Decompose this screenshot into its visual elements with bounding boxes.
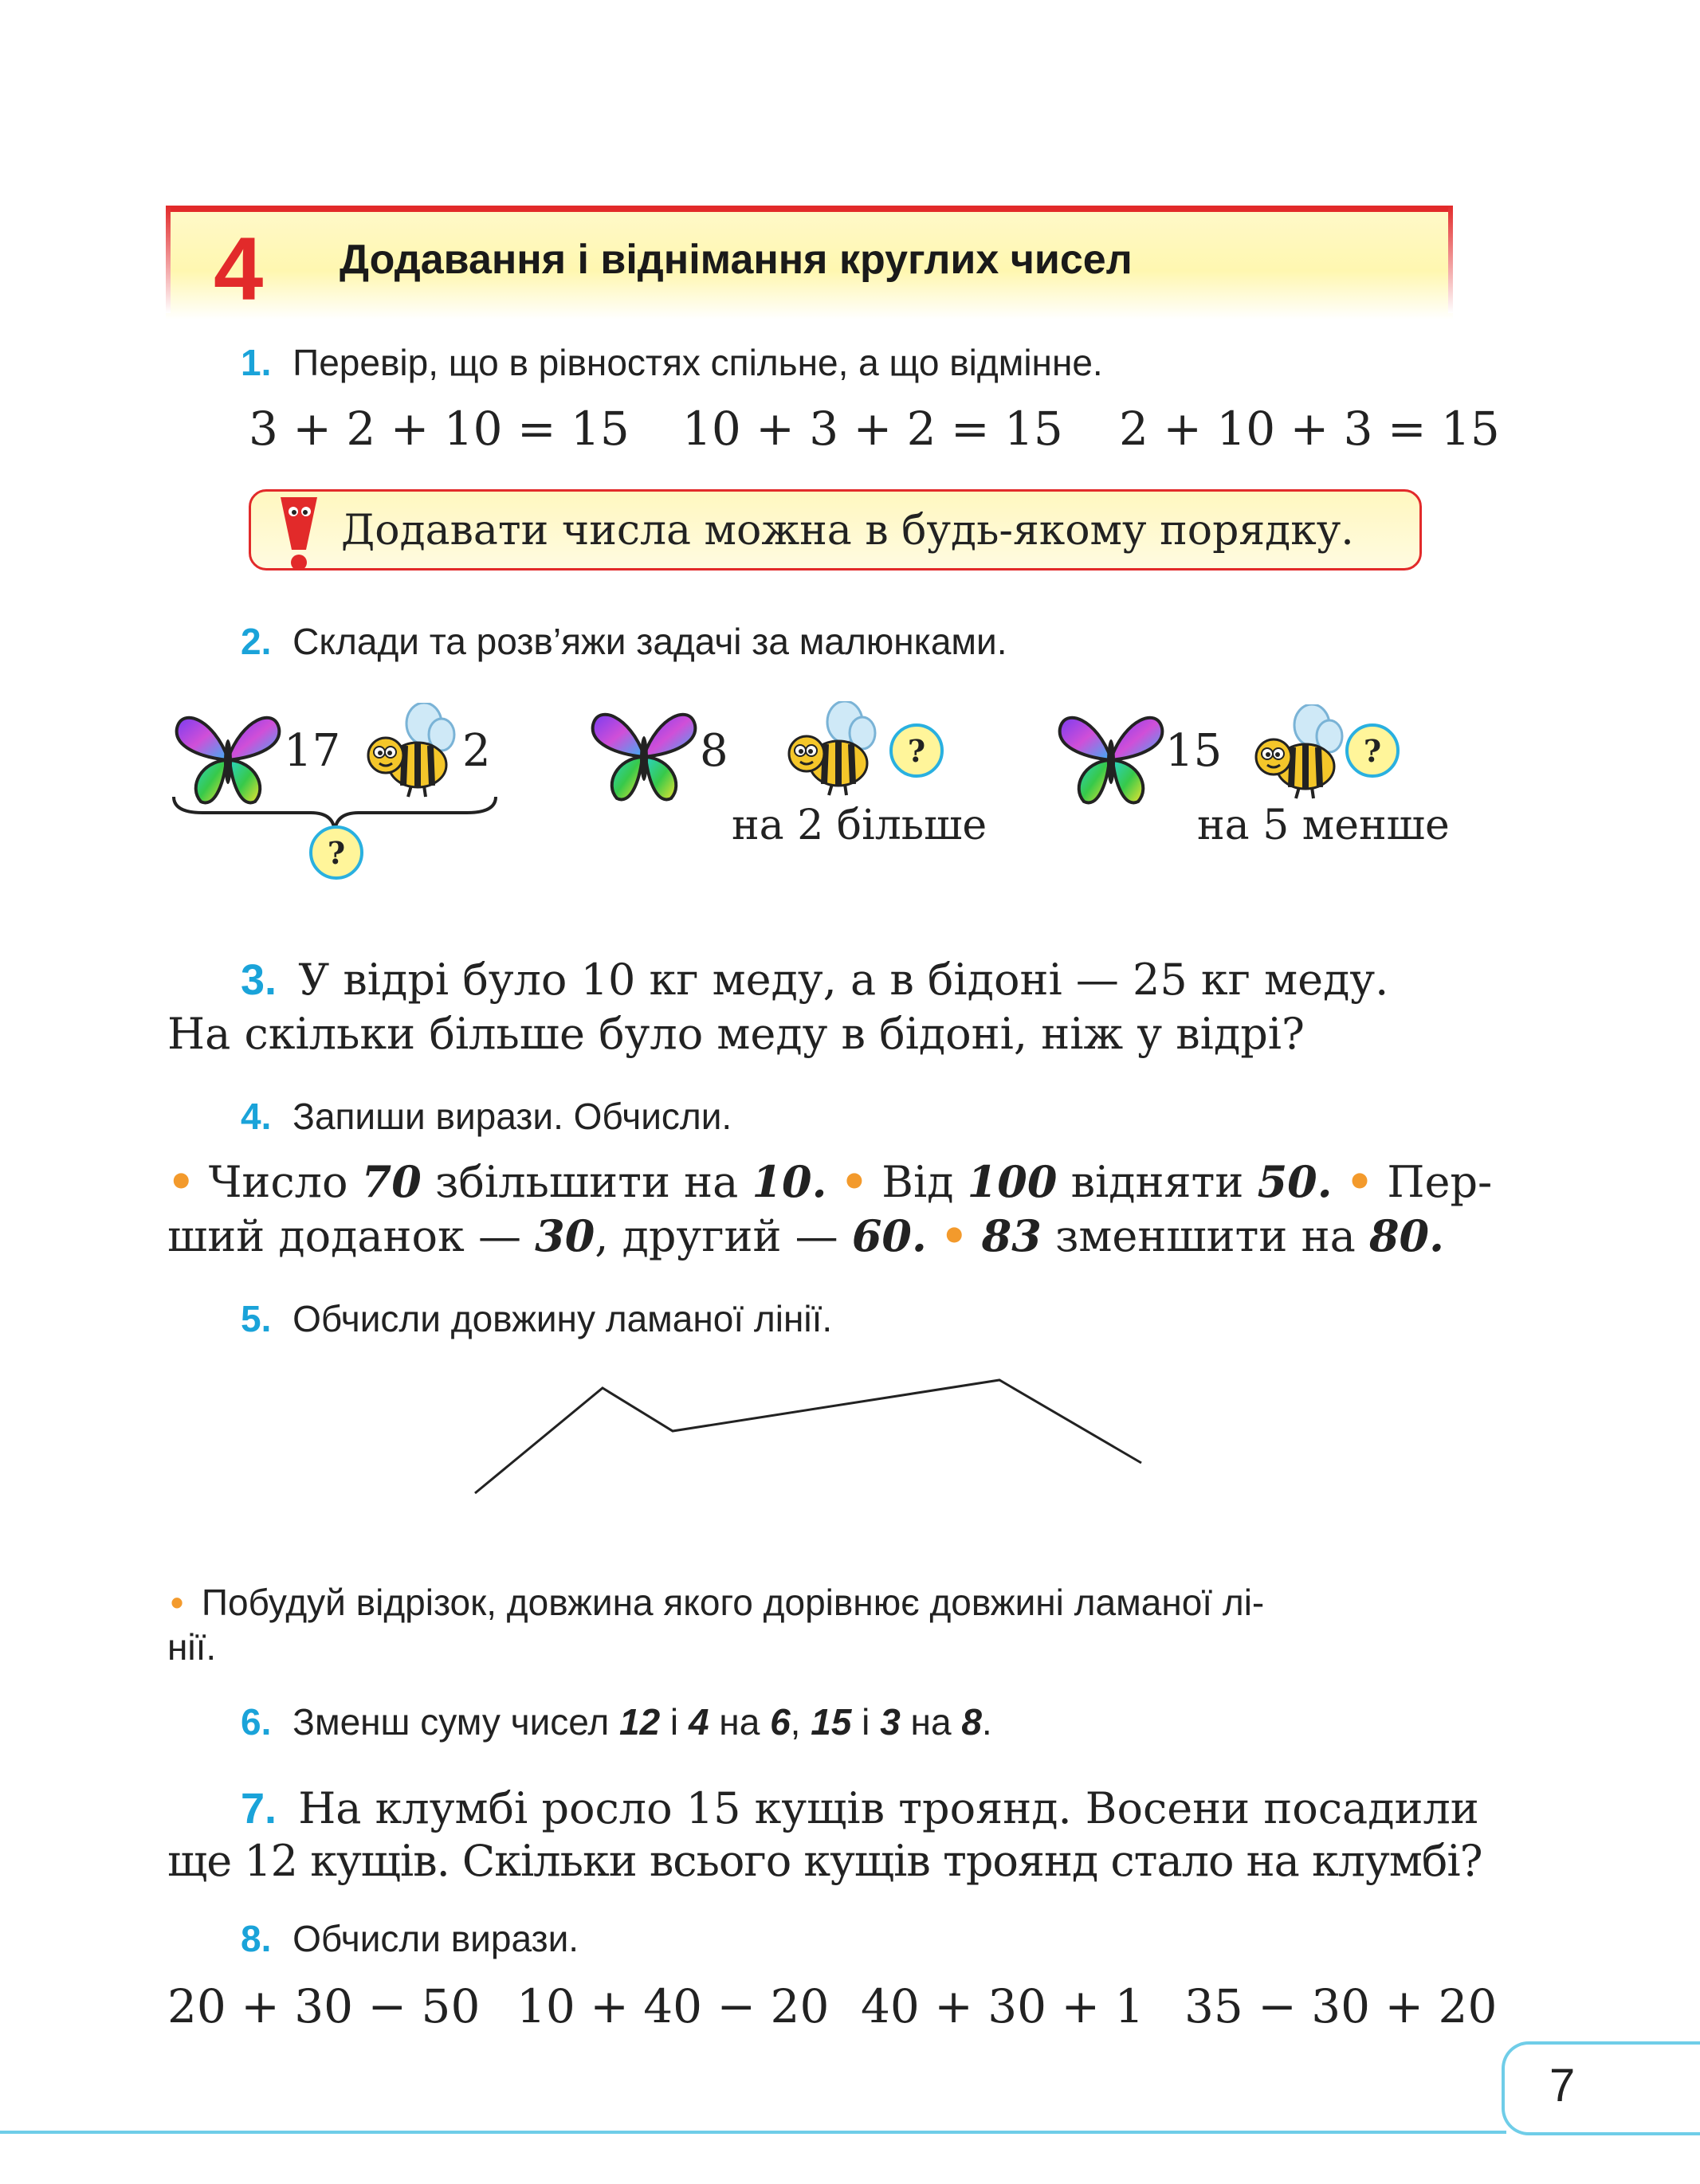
bullet: • (167, 1156, 195, 1207)
task-7-line-2: ще 12 кущів. Скільки всього кущів троянд стало на клумбі? (167, 1836, 1482, 1886)
task-3-line-2: На скільки більше було меду в бідоні, ніж у відрі? (167, 1009, 1305, 1059)
bullet: • (171, 1582, 184, 1623)
bullet: • (840, 1156, 869, 1207)
task-6 (241, 1700, 992, 1744)
number: 12 (618, 1701, 661, 1743)
task-8 (241, 1917, 579, 1961)
exclamation-icon (271, 494, 327, 574)
header-left-rule (166, 206, 171, 313)
task-number: 5. (241, 1298, 272, 1339)
text: ший доданок — (167, 1211, 536, 1261)
page-number-tab (1502, 2041, 1700, 2135)
text: Зменш суму чисел (292, 1701, 619, 1743)
number: 50. (1257, 1156, 1333, 1207)
question-circle: ? (1345, 723, 1400, 778)
text: . (981, 1701, 992, 1743)
question-circle: ? (889, 723, 944, 778)
text: Пер- (1387, 1157, 1493, 1207)
task-7 (241, 1782, 1479, 1837)
text: збільшити на (421, 1157, 752, 1207)
task-number: 1. (241, 342, 272, 383)
picture-caption: на 2 більше (732, 802, 987, 849)
number: 15 (811, 1701, 852, 1743)
text: і (851, 1701, 881, 1743)
number: 83 (981, 1210, 1042, 1261)
page-number: 7 (1549, 2060, 1576, 2111)
text: відняти (1057, 1157, 1258, 1207)
number: 4 (688, 1701, 709, 1743)
task-number: 2. (241, 621, 272, 662)
broken-line (470, 1370, 1148, 1506)
task-number: 7. (241, 1785, 277, 1833)
number: 8 (961, 1701, 982, 1743)
butterfly-icon (1057, 711, 1165, 808)
lesson-title: Додавання і віднімання круглих чисел (340, 237, 1133, 283)
bullet: • (940, 1210, 968, 1261)
butterfly-count: 15 (1165, 725, 1223, 777)
bottom-rule (0, 2131, 1506, 2134)
task-number: 8. (241, 1918, 272, 1959)
task-text: Побудуй відрізок, довжина якого дорівнює довжині ламаної лі- (201, 1582, 1265, 1623)
task-text: Склади та розв’яжи задачі за малюнками. (292, 621, 1007, 662)
text: на (709, 1701, 771, 1743)
butterfly-count: 17 (284, 725, 341, 777)
task-5-bullet-line-2: нії. (167, 1626, 217, 1668)
header-right-rule (1448, 206, 1453, 313)
task-number: 4. (241, 1096, 272, 1137)
equation: 2 + 10 + 3 = 15 (1119, 402, 1500, 456)
task-text: Обчисли вирази. (292, 1918, 579, 1959)
bee-icon (784, 701, 878, 798)
text: на (900, 1701, 962, 1743)
task-5-bullet (171, 1581, 1264, 1625)
butterfly-count: 8 (700, 725, 728, 777)
task-text: На клумбі росло 15 кущів троянд. Восени посадили (298, 1783, 1479, 1833)
number: 6 (770, 1701, 791, 1743)
task-3 (241, 953, 1388, 1008)
number: 30 (535, 1210, 595, 1261)
number: 10. (752, 1156, 827, 1207)
task-4 (241, 1095, 732, 1139)
bullet: • (1345, 1156, 1374, 1207)
equation: 10 + 3 + 2 = 15 (682, 402, 1063, 456)
number: 70 (361, 1156, 422, 1207)
task-text: Перевір, що в рівностях спільне, а що відмінне. (292, 342, 1103, 383)
text: Від (881, 1157, 968, 1207)
task-number: 3. (241, 956, 277, 1004)
number: 3 (880, 1701, 901, 1743)
text: і (660, 1701, 689, 1743)
lesson-number: 4 (214, 219, 264, 319)
equation: 3 + 2 + 10 = 15 (249, 402, 630, 456)
text: Число (208, 1157, 362, 1207)
picture-caption: на 5 менше (1197, 802, 1450, 849)
task-text: Обчисли довжину ламаної лінії. (292, 1298, 833, 1339)
bee-icon (1251, 704, 1345, 802)
task-4-line-1 (167, 1155, 1492, 1210)
number: 80. (1368, 1210, 1444, 1261)
task-4-line-2 (167, 1210, 1444, 1264)
expression: 10 + 40 − 20 (516, 1979, 830, 2033)
expression: 35 − 30 + 20 (1184, 1979, 1498, 2033)
text: зменшити на (1041, 1211, 1369, 1261)
task-2 (241, 620, 1007, 664)
butterfly-icon (590, 708, 698, 805)
task-1 (241, 341, 1103, 385)
number: 60. (851, 1210, 927, 1261)
expression: 20 + 30 − 50 (167, 1979, 481, 2033)
task-text: У відрі було 10 кг меду, а в бідоні — 25 кг меду. (298, 955, 1389, 1005)
bee-icon (363, 703, 457, 800)
question-circle: ? (309, 825, 363, 880)
task-text: Запиши вирази. Обчисли. (292, 1096, 732, 1137)
rule-text: Додавати числа можна в будь-якому порядку. (341, 507, 1354, 555)
expression: 40 + 30 + 1 (861, 1979, 1144, 2033)
text: , другий — (595, 1211, 852, 1261)
task-number: 6. (241, 1701, 272, 1743)
number: 100 (967, 1156, 1058, 1207)
text: , (790, 1701, 811, 1743)
bee-count: 2 (462, 725, 491, 777)
task-5 (241, 1297, 832, 1341)
